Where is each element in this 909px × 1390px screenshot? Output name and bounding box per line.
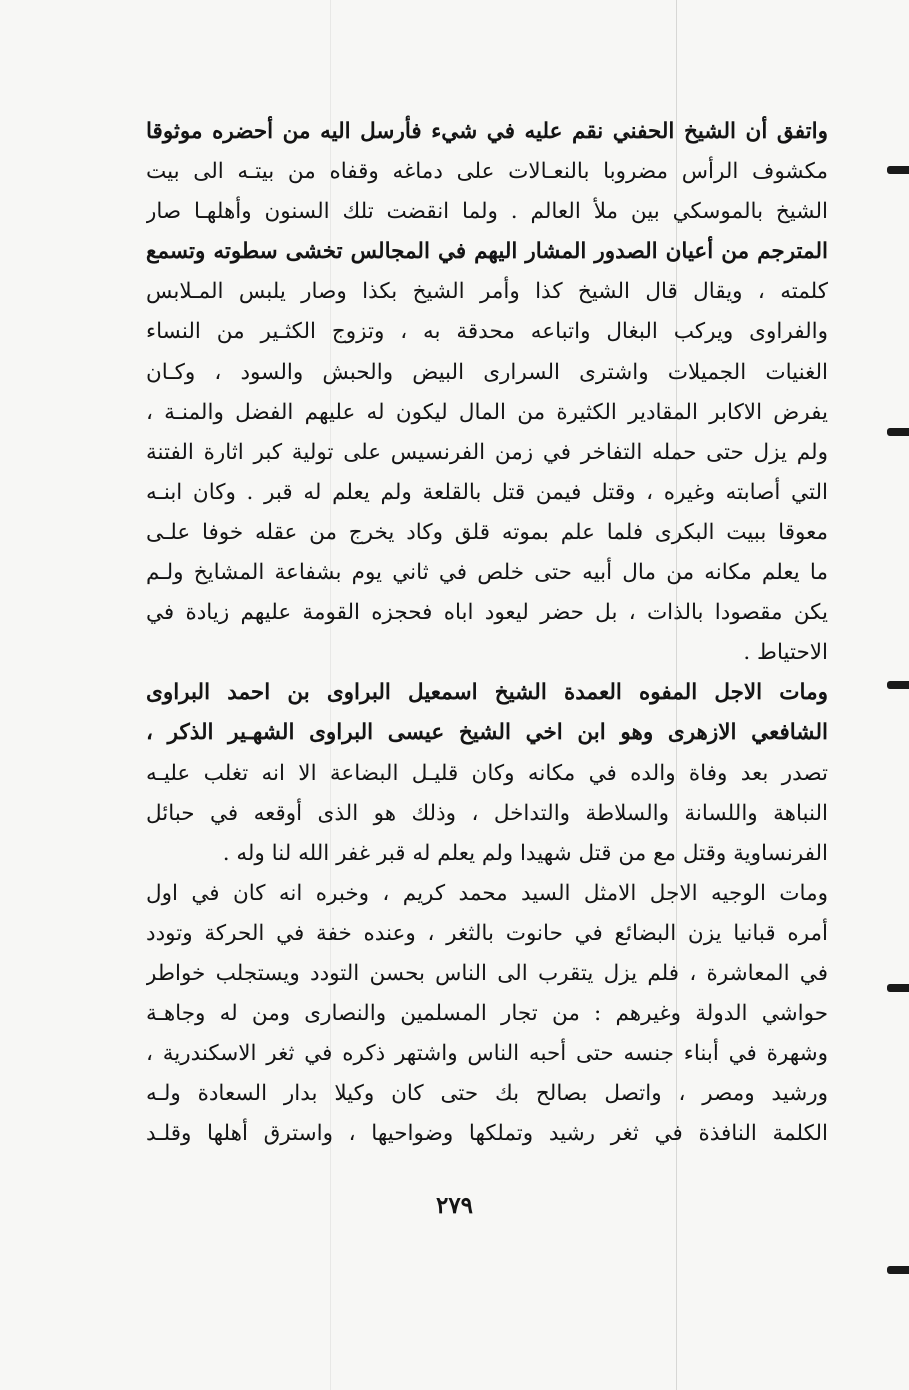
text-line: حواشي الدولة وغيرهم : من تجار المسلمين والنصارى ومن له وجاهـة: [146, 1001, 828, 1027]
text-line: واتفق أن الشيخ الحفني نقم عليه في شيء فأرسل اليه من أحضره موثوقا: [146, 119, 828, 144]
text-line: ومات الاجل المفوه العمدة الشيخ اسمعيل البراوى بن احمد البراوى: [146, 680, 828, 706]
binding-edge-mark: [887, 1266, 909, 1274]
text-line: كلمته ، ويقال قال الشيخ كذا وأمر الشيخ بكذا وصار يلبس المـلابس: [146, 279, 828, 305]
text-line: الفرنساوية وقتل مع من قتل شهيدا ولم يعلم له قبر غفر الله لنا وله .: [222, 840, 828, 866]
text-line: ورشيد ومصر ، واتصل بصالح بك حتى كان وكيلا بدار السعادة ولـه: [146, 1081, 828, 1107]
text-line: يكن مقصودا بالذات ، بل حضر ليعود اباه فحجزه القومة عليهم زيادة في: [146, 600, 828, 626]
binding-edge-mark: [887, 984, 909, 992]
text-line: المترجم من أعيان الصدور المشار اليهم في المجالس تخشى سطوته وتسمع: [146, 239, 828, 265]
text-line: الكلمة النافذة في ثغر رشيد وتملكها وضواحيها ، واسترق أهلها وقلـد: [146, 1121, 828, 1147]
text-line: والفراوى ويركب البغال واتباعه محدقة به ، وتزوج الكثـير من النساء: [146, 319, 828, 345]
text-line: وشهرة في أبناء جنسه حتى أحبه الناس واشتهر ذكره في ثغر الاسكندرية ،: [146, 1041, 828, 1067]
page-number: ٢٧٩: [435, 1192, 474, 1219]
text-line: يفرض الاكابر المقادير الكثيرة من المال ليكون له عليهم الفضل والمنـة ،: [146, 399, 828, 425]
text-line: الشافعي الازهرى وهو ابن اخي الشيخ عيسى البراوى الشهـير الذكر ،: [146, 720, 828, 746]
text-line: الاحتياط .: [743, 640, 828, 666]
text-line: الشيخ بالموسكي بين ملأ العالم . ولما انقضت تلك السنون وأهلهـا صار: [146, 199, 828, 225]
text-line: ما يعلم مكانه من مال أبيه حتى خلص في ثاني يوم بشفاعة المشايخ ولـم: [146, 560, 828, 586]
binding-edge-mark: [887, 681, 909, 689]
text-line: النباهة واللسانة والسلاطة والتداخل ، وذلك هو الذى أوقعه في حبائل: [146, 800, 828, 826]
text-line: ومات الوجيه الاجل الامثل السيد محمد كريم ، وخبره انه كان في اول: [146, 880, 828, 906]
text-line: ولم يزل حتى حمله التفاخر في زمن الفرنسيس على تولية كبر اثارة الفتنة: [146, 439, 828, 465]
text-line: تصدر بعد وفاة والده في مكانه وكان قليـل البضاعة الا انه تغلب عليـه: [146, 760, 828, 786]
binding-edge-mark: [887, 166, 909, 174]
text-line: معوقا ببيت البكرى فلما علم بموته قلق وكاد يخرج من عقله خوفا علـى: [146, 519, 828, 545]
text-line: مكشوف الرأس مضروبا بالنعـالات على دماغه وقفاه من بيتـه الى بيت: [146, 159, 828, 185]
binding-edge-mark: [887, 428, 909, 436]
text-line: أمره قبانيا يزن البضائع في حانوت بالثغر ، وعنده خفة في الحركة وتودد: [146, 920, 828, 946]
text-line: في المعاشرة ، فلم يزل يتقرب الى الناس بحسن التودد ويستجلب خواطر: [146, 960, 828, 986]
body-text: [146, 112, 828, 1154]
text-line: التي أصابته وغيره ، وقتل فيمن قتل بالقلعة ولم يعلم له قبر . وكان ابنـه: [146, 479, 828, 505]
text-line: الغنيات الجميلات واشترى السرارى البيض والحبش والسود ، وكـان: [146, 359, 828, 385]
